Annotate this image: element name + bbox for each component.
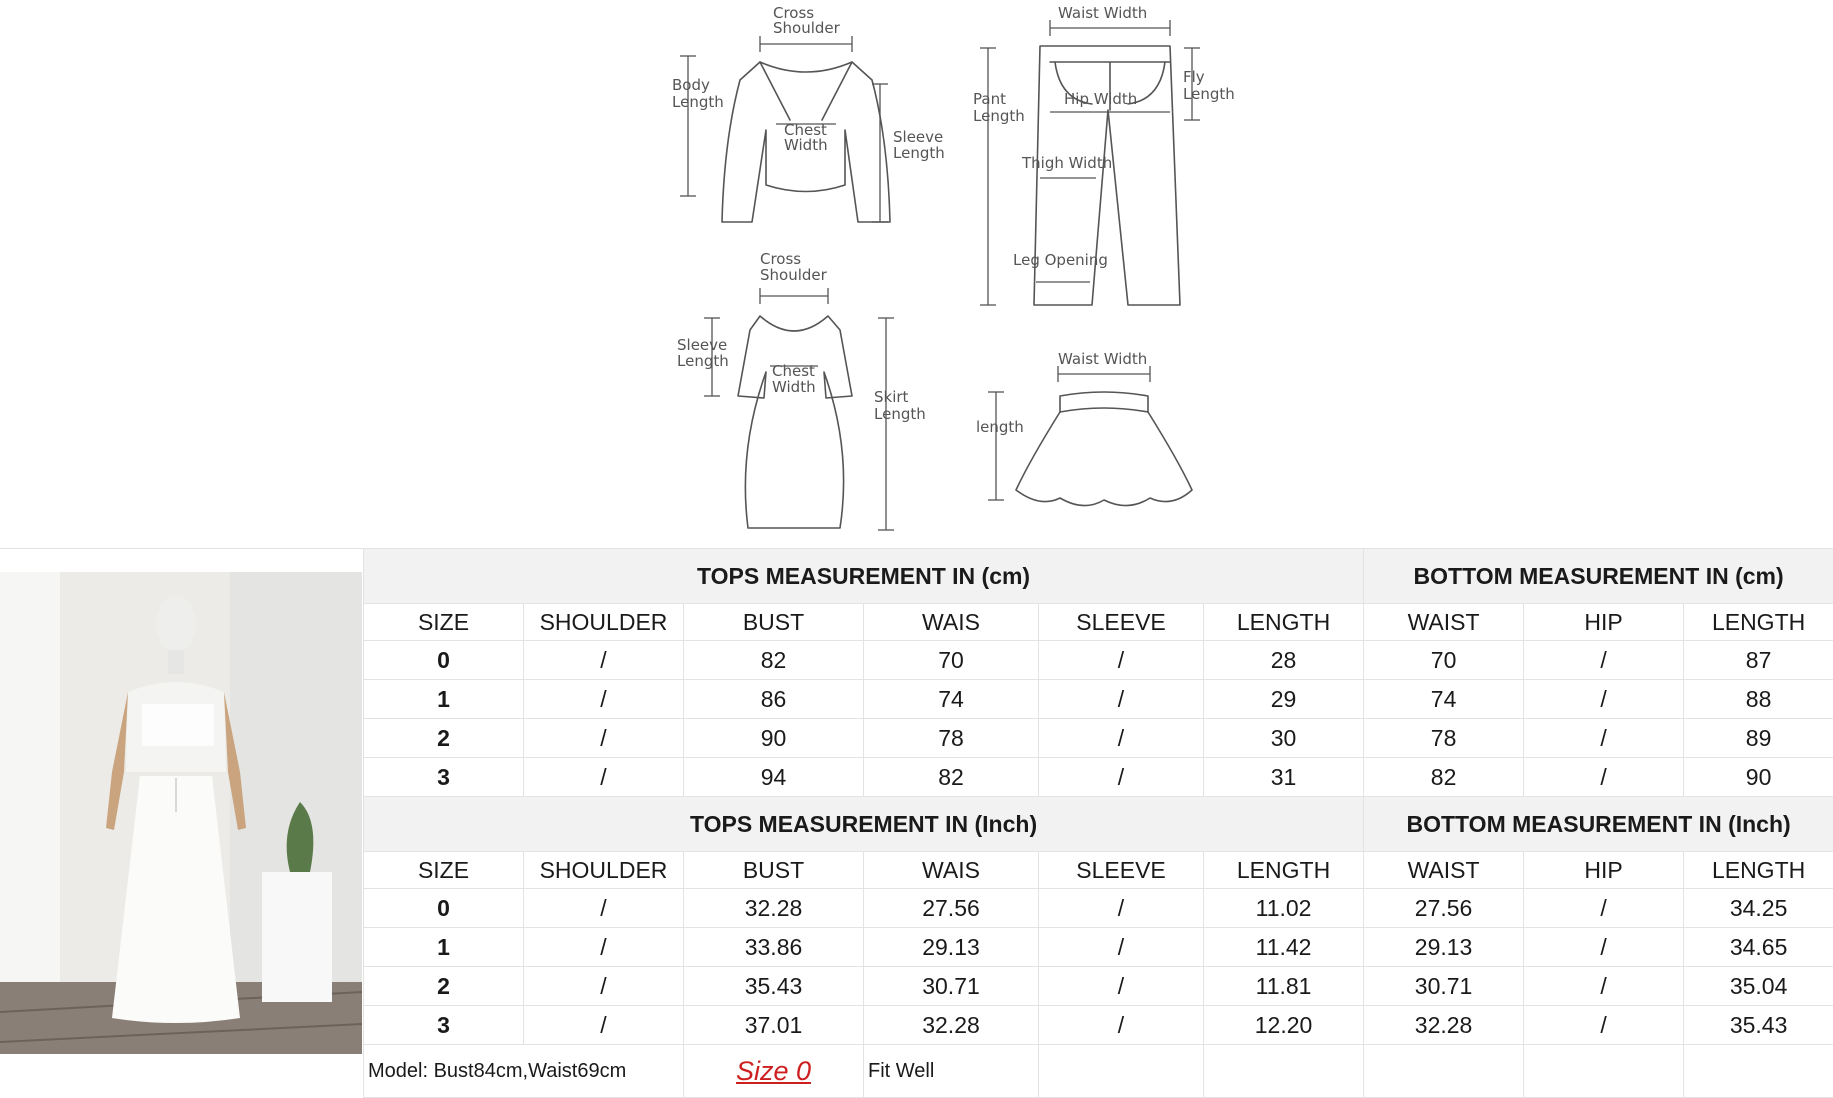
table-cell: 70 <box>1364 641 1524 680</box>
table-cell: 30.71 <box>864 967 1039 1006</box>
table-cell: 11.81 <box>1204 967 1364 1006</box>
top-chest-width-label-2: Width <box>784 136 828 154</box>
table-cell: 78 <box>864 719 1039 758</box>
table-cell: 3 <box>364 758 524 797</box>
table-cell: / <box>1524 680 1684 719</box>
table-cell: 27.56 <box>864 889 1039 928</box>
top-sleeve-length-label-1: Sleeve <box>893 128 943 146</box>
dress-figure <box>704 288 894 530</box>
tops-inch-title: TOPS MEASUREMENT IN (Inch) <box>364 797 1364 852</box>
top-chest-width-label-1: Chest <box>784 121 827 139</box>
size-chart-table <box>363 548 1833 1098</box>
table-cell: 89 <box>1684 719 1833 758</box>
table-cell: 74 <box>1364 680 1524 719</box>
table-cell: 29 <box>1204 680 1364 719</box>
table-cell: 32.28 <box>1364 1006 1524 1045</box>
table-cell: 88 <box>1684 680 1833 719</box>
column-header: LENGTH <box>1684 852 1833 889</box>
table-cell: 86 <box>684 680 864 719</box>
top-sleeve-length-label-2: Length <box>893 144 945 162</box>
table-cell: 12.20 <box>1204 1006 1364 1045</box>
table-cell: 30.71 <box>1364 967 1524 1006</box>
top-body-length-label-2: Length <box>672 93 724 111</box>
table-cell: 0 <box>364 889 524 928</box>
table-cell: 34.65 <box>1684 928 1833 967</box>
table-row <box>364 889 1833 928</box>
table-cell: / <box>1524 928 1684 967</box>
table-row <box>364 641 1833 680</box>
column-header: HIP <box>1524 852 1684 889</box>
table-cell: 32.28 <box>864 1006 1039 1045</box>
table-cell: 27.56 <box>1364 889 1524 928</box>
empty-cell <box>1524 1045 1684 1098</box>
inch-section-header-row <box>364 797 1833 852</box>
empty-cell <box>1364 1045 1524 1098</box>
table-cell: 3 <box>364 1006 524 1045</box>
footer-row <box>364 1045 1833 1098</box>
top-cross-shoulder-label-1: Cross <box>773 4 814 22</box>
table-cell: 70 <box>864 641 1039 680</box>
table-cell: 90 <box>1684 758 1833 797</box>
recommended-size: Size 0 <box>684 1045 864 1098</box>
table-cell: 94 <box>684 758 864 797</box>
table-cell: / <box>1524 641 1684 680</box>
top-body-length-label-1: Body <box>672 76 710 94</box>
table-cell: / <box>524 641 684 680</box>
table-cell: 32.28 <box>684 889 864 928</box>
table-cell: 29.13 <box>864 928 1039 967</box>
table-cell: / <box>524 1006 684 1045</box>
pants-pant-length-label-1: Pant <box>973 90 1006 108</box>
table-cell: 82 <box>684 641 864 680</box>
table-cell: / <box>524 680 684 719</box>
cm-column-header-row <box>364 604 1833 641</box>
table-cell: / <box>1039 680 1204 719</box>
column-header: SLEEVE <box>1039 604 1204 641</box>
model-measurements: Model: Bust84cm,Waist69cm <box>364 1045 684 1098</box>
table-cell: 34.25 <box>1684 889 1833 928</box>
table-cell: / <box>1039 758 1204 797</box>
table-cell: 30 <box>1204 719 1364 758</box>
skirt-waist-width-label: Waist Width <box>1058 350 1147 368</box>
table-cell: 90 <box>684 719 864 758</box>
table-cell: / <box>1039 719 1204 758</box>
table-cell: / <box>524 758 684 797</box>
column-header: WAIST <box>1364 604 1524 641</box>
table-cell: / <box>1039 967 1204 1006</box>
table-cell: / <box>1039 928 1204 967</box>
column-header: HIP <box>1524 604 1684 641</box>
column-header: BUST <box>684 852 864 889</box>
pants-pant-length-label-2: Length <box>973 107 1025 125</box>
pants-hip-width-label: Hip Width <box>1064 90 1137 108</box>
pants-waist-width-label: Waist Width <box>1058 4 1147 22</box>
table-cell: / <box>1039 889 1204 928</box>
table-cell: 11.02 <box>1204 889 1364 928</box>
empty-cell <box>1204 1045 1364 1098</box>
measurement-diagram-svg <box>0 0 1833 548</box>
bottom-inch-title: BOTTOM MEASUREMENT IN (Inch) <box>1364 797 1833 852</box>
product-photo-illustration <box>0 572 362 1054</box>
table-cell: 29.13 <box>1364 928 1524 967</box>
table-row <box>364 719 1833 758</box>
table-cell: 1 <box>364 928 524 967</box>
table-cell: / <box>524 967 684 1006</box>
table-cell: 82 <box>1364 758 1524 797</box>
top-cross-shoulder-label-2: Shoulder <box>773 19 841 37</box>
table-cell: 1 <box>364 680 524 719</box>
skirt-length-label: length <box>976 418 1024 436</box>
dress-chest-width-label-1: Chest <box>772 362 815 380</box>
column-header: LENGTH <box>1684 604 1833 641</box>
table-cell: 35.43 <box>684 967 864 1006</box>
product-photo <box>0 572 362 1054</box>
table-cell: 2 <box>364 967 524 1006</box>
empty-cell <box>1684 1045 1833 1098</box>
table-cell: / <box>524 928 684 967</box>
dress-cross-shoulder-label-1: Cross <box>760 250 801 268</box>
table-cell: / <box>1524 1006 1684 1045</box>
column-header: WAIS <box>864 604 1039 641</box>
table-row <box>364 680 1833 719</box>
table-cell: 11.42 <box>1204 928 1364 967</box>
pants-thigh-width-label: Thigh Width <box>1021 154 1112 172</box>
column-header: SHOULDER <box>524 604 684 641</box>
fit-note: Fit Well <box>864 1045 1039 1098</box>
table-cell: 0 <box>364 641 524 680</box>
column-header: WAIST <box>1364 852 1524 889</box>
table-row <box>364 1006 1833 1045</box>
table-cell: / <box>524 889 684 928</box>
column-header: SHOULDER <box>524 852 684 889</box>
dress-chest-width-label-2: Width <box>772 378 816 396</box>
pants-fly-length-label-2: Length <box>1183 85 1235 103</box>
pants-fly-length-label-1: Fly <box>1183 68 1205 86</box>
table-row <box>364 928 1833 967</box>
dress-sleeve-length-label-1: Sleeve <box>677 336 727 354</box>
table-cell: / <box>1524 758 1684 797</box>
table-cell: 78 <box>1364 719 1524 758</box>
pants-leg-opening-label: Leg Opening <box>1013 251 1108 269</box>
column-header: WAIS <box>864 852 1039 889</box>
table-cell: 28 <box>1204 641 1364 680</box>
bottom-cm-title: BOTTOM MEASUREMENT IN (cm) <box>1364 549 1833 604</box>
dress-sleeve-length-label-2: Length <box>677 352 729 370</box>
table-cell: 35.43 <box>1684 1006 1833 1045</box>
table-row <box>364 967 1833 1006</box>
column-header: SIZE <box>364 604 524 641</box>
table-cell: 87 <box>1684 641 1833 680</box>
column-header: SLEEVE <box>1039 852 1204 889</box>
inch-column-header-row <box>364 852 1833 889</box>
table-cell: / <box>524 719 684 758</box>
dress-skirt-length-label-1: Skirt <box>874 388 909 406</box>
table-cell: 74 <box>864 680 1039 719</box>
column-header: BUST <box>684 604 864 641</box>
table-cell: / <box>1524 889 1684 928</box>
column-header: LENGTH <box>1204 852 1364 889</box>
column-header: LENGTH <box>1204 604 1364 641</box>
table-cell: 37.01 <box>684 1006 864 1045</box>
table-cell: 31 <box>1204 758 1364 797</box>
table-cell: / <box>1039 1006 1204 1045</box>
tops-cm-title: TOPS MEASUREMENT IN (cm) <box>364 549 1364 604</box>
table-cell: 33.86 <box>684 928 864 967</box>
table-row <box>364 758 1833 797</box>
table-cell: / <box>1524 967 1684 1006</box>
table-cell: 2 <box>364 719 524 758</box>
table-cell: / <box>1524 719 1684 758</box>
column-header: SIZE <box>364 852 524 889</box>
dress-skirt-length-label-2: Length <box>874 405 926 423</box>
dress-cross-shoulder-label-2: Shoulder <box>760 266 828 284</box>
empty-cell <box>1039 1045 1204 1098</box>
table-cell: 82 <box>864 758 1039 797</box>
table-cell: 35.04 <box>1684 967 1833 1006</box>
table-cell: / <box>1039 641 1204 680</box>
cm-section-header-row <box>364 549 1833 604</box>
